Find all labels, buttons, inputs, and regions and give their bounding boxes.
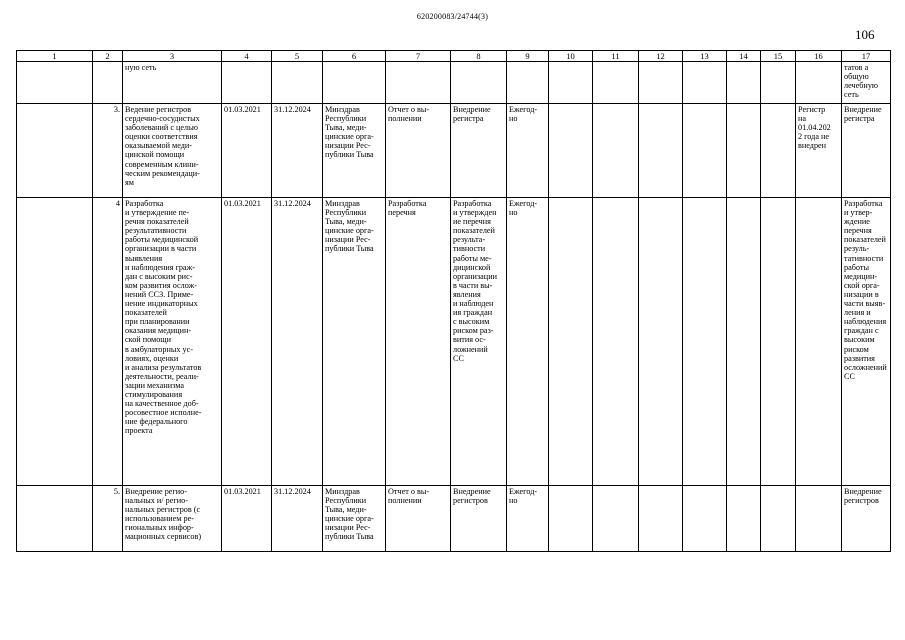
table-cell bbox=[761, 104, 796, 198]
table-cell: Минздрав Республики Тыва, меди- цинские орга- низации Рес- публики Тыва bbox=[323, 104, 386, 198]
table-cell bbox=[93, 62, 123, 104]
table-cell bbox=[593, 198, 639, 486]
plan-table bbox=[16, 50, 891, 552]
table-cell bbox=[17, 486, 93, 552]
table-cell: 31.12.2024 bbox=[272, 486, 323, 552]
table-cell bbox=[639, 198, 683, 486]
table-cell bbox=[272, 62, 323, 104]
column-header: 17 bbox=[842, 51, 891, 62]
table-row bbox=[17, 62, 891, 104]
table-cell: 3. bbox=[93, 104, 123, 198]
table-cell: Минздрав Республики Тыва, меди- цинские орга- низации Рес- публики Тыва bbox=[323, 198, 386, 486]
table-cell: 01.03.2021 bbox=[222, 104, 272, 198]
table-cell: Ежегод- но bbox=[507, 104, 549, 198]
column-header: 10 bbox=[549, 51, 593, 62]
table-cell bbox=[593, 62, 639, 104]
table-cell: Ежегод- но bbox=[507, 486, 549, 552]
table-cell: Внедрение регистра bbox=[842, 104, 891, 198]
document-id: 620200083/24744(3) bbox=[416, 12, 489, 21]
table-cell bbox=[727, 486, 761, 552]
table-cell bbox=[639, 62, 683, 104]
table-cell bbox=[593, 486, 639, 552]
table-cell: Разработка перечня bbox=[386, 198, 451, 486]
table-cell bbox=[593, 104, 639, 198]
table-row bbox=[17, 104, 891, 198]
column-header: 7 bbox=[386, 51, 451, 62]
table-row bbox=[17, 198, 891, 486]
table-cell bbox=[727, 62, 761, 104]
column-header: 8 bbox=[451, 51, 507, 62]
table-cell: Ежегод- но bbox=[507, 198, 549, 486]
table-cell bbox=[549, 62, 593, 104]
column-number-row bbox=[17, 51, 891, 62]
column-header: 11 bbox=[593, 51, 639, 62]
table-cell: Отчет о вы- полнении bbox=[386, 104, 451, 198]
column-header: 3 bbox=[123, 51, 222, 62]
table-cell bbox=[549, 198, 593, 486]
page-number: 106 bbox=[855, 27, 875, 42]
table-cell bbox=[17, 104, 93, 198]
table-cell bbox=[451, 62, 507, 104]
table-cell bbox=[796, 62, 842, 104]
table-cell: Внедрение регистров bbox=[451, 486, 507, 552]
table-cell: Минздрав Республики Тыва, меди- цинские орга- низации Рес- публики Тыва bbox=[323, 486, 386, 552]
column-header: 13 bbox=[683, 51, 727, 62]
column-header: 6 bbox=[323, 51, 386, 62]
table-cell bbox=[17, 62, 93, 104]
table-cell: 5. bbox=[93, 486, 123, 552]
table-cell bbox=[727, 198, 761, 486]
table-cell: 31.12.2024 bbox=[272, 198, 323, 486]
column-header: 4 bbox=[222, 51, 272, 62]
table-cell: Разработка и утвер- ждение перечня показателей резуль- тативности работы медицин- ской орга- низации в части выяв- ления и наблюдения граждан с высоким риском развития осложнений СС bbox=[842, 198, 891, 486]
table-cell bbox=[683, 104, 727, 198]
table-cell bbox=[761, 198, 796, 486]
table-cell bbox=[549, 104, 593, 198]
column-header: 15 bbox=[761, 51, 796, 62]
column-header: 2 bbox=[93, 51, 123, 62]
table-row bbox=[17, 486, 891, 552]
table-cell: 01.03.2021 bbox=[222, 198, 272, 486]
table-cell bbox=[639, 104, 683, 198]
table-cell bbox=[549, 486, 593, 552]
table-cell bbox=[639, 486, 683, 552]
table-cell bbox=[507, 62, 549, 104]
column-header: 12 bbox=[639, 51, 683, 62]
table-cell bbox=[323, 62, 386, 104]
table-cell: Разработка и утверждение пе- речня показателей результативности работы медицинской организации в части выявления и наблюдения граж- дан с высоким рис- ком развития ослож- нений ССЗ. Приме- нение индикаторных показателей при планировании оказания медицин- ской помощи в амбулаторных ус- ловиях, оценки и анализа результатов деятельности, реали- зации механизма стимулирования на качественное доб- росовестное исполне- ние федерального проекта bbox=[123, 198, 222, 486]
table-cell bbox=[796, 486, 842, 552]
table-cell bbox=[386, 62, 451, 104]
table-cell bbox=[222, 62, 272, 104]
column-header: 16 bbox=[796, 51, 842, 62]
table-cell: 31.12.2024 bbox=[272, 104, 323, 198]
table-cell bbox=[683, 486, 727, 552]
column-header: 1 bbox=[17, 51, 93, 62]
table-cell: ную сеть bbox=[123, 62, 222, 104]
table-cell bbox=[683, 62, 727, 104]
table-cell bbox=[761, 62, 796, 104]
table-cell: Внедрение регио- нальных и/ регио- нальных регистров (с использованием ре- гиональных инфор- мационных сервисов) bbox=[123, 486, 222, 552]
table-cell: Регистр на 01.04.202 2 года не внедрен bbox=[796, 104, 842, 198]
table-cell: Внедрение регистра bbox=[451, 104, 507, 198]
table-cell bbox=[796, 198, 842, 486]
table-cell: Внедрение регистров bbox=[842, 486, 891, 552]
table-cell: Отчет о вы- полнении bbox=[386, 486, 451, 552]
table-cell: Ведение регистров сердечно-сосудистых заболеваний с целью оценки соответствия оказываемой меди- цинской помощи современным клини- ческим рекомендаци- ям bbox=[123, 104, 222, 198]
table-cell bbox=[727, 104, 761, 198]
table-cell: 4 bbox=[93, 198, 123, 486]
column-header: 14 bbox=[727, 51, 761, 62]
table-cell bbox=[683, 198, 727, 486]
column-header: 5 bbox=[272, 51, 323, 62]
table-cell: 01.03.2021 bbox=[222, 486, 272, 552]
table-cell: татов а общую лечебную сеть bbox=[842, 62, 891, 104]
column-header: 9 bbox=[507, 51, 549, 62]
table-cell bbox=[761, 486, 796, 552]
table-cell bbox=[17, 198, 93, 486]
table-cell: Разработка и утвержден ие перечня показателей результа- тивности работы ме- дицинской организации в части вы- явления и наблюден ия граждан с высоким риском раз- вития ос- ложнений СС bbox=[451, 198, 507, 486]
